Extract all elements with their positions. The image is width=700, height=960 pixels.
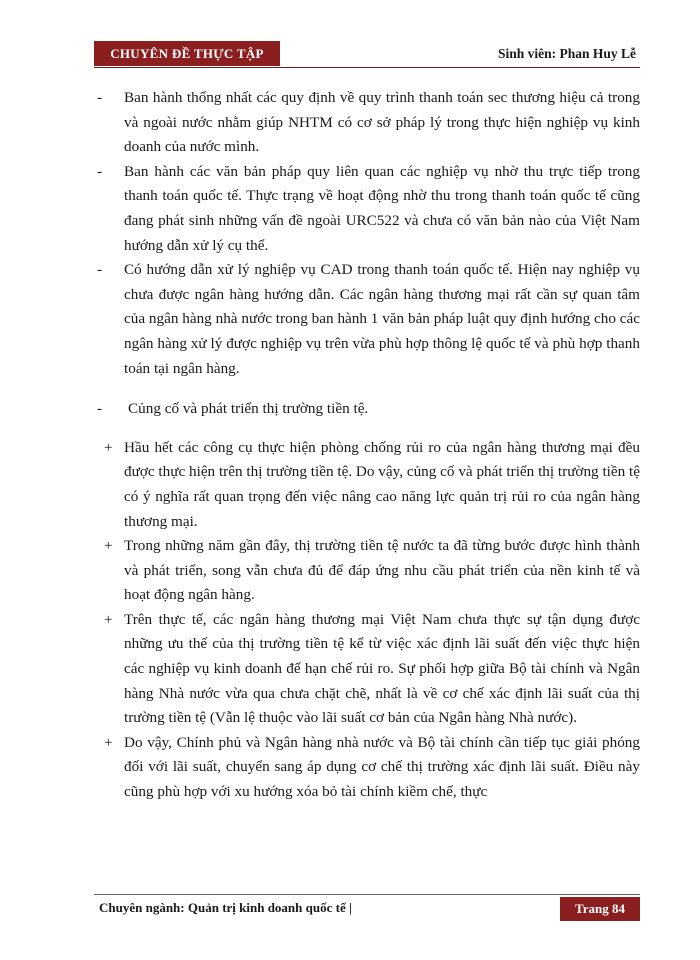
page-number: Trang 84 <box>560 897 640 921</box>
footer-divider <box>94 894 640 895</box>
list-item-text: Ban hành thống nhất các quy định về quy trình thanh toán sec thương hiệu cả trong và ngoài nước nhằm giúp NHTM có cơ sở pháp lý trong thực hiện nghiệp vụ kinh doanh của nước mình. <box>124 89 640 156</box>
list-marker: - <box>97 162 103 180</box>
list-item <box>94 160 640 258</box>
list-item-text: Hầu hết các công cụ thực hiện phòng chống rủi ro của ngân hàng thương mại đều được thực hiện trên thị trường tiền tệ. Do vậy, củng cố và phát triển thị trường tiền tệ có ý nghĩa rất quan trọng đến việc nâng cao năng lực quản trị rủi ro của ngân hàng thương mại. <box>124 438 640 530</box>
section-heading-text: Củng cố và phát triển thị trường tiền tệ. <box>128 400 369 418</box>
list-item-text: Ban hành các văn bản pháp quy liên quan các nghiệp vụ nhờ thu trực tiếp trong thanh toán quốc tế. Thực trạng về hoạt động nhờ thu trong thanh toán quốc tế cũng đang phát sinh những vấn đề ngoài URC522 và chưa có văn bản nào của Việt Nam hướng dẫn xử lý cụ thể. <box>124 162 640 254</box>
list-marker: + <box>104 537 113 555</box>
footer-major: Chuyên ngành: Quản trị kinh doanh quốc tế | <box>99 900 352 915</box>
list-marker: - <box>97 261 103 279</box>
document-type-label: CHUYÊN ĐỀ THỰC TẬP <box>94 41 280 66</box>
list-item-text: Trên thực tế, các ngân hàng thương mại Việt Nam chưa thực sự tận dụng được những ưu thế của thị trường tiền tệ kể từ việc xác định lãi suất đến việc thực hiện các nghiệp vụ kinh doanh để hạn chế rủi ro. Sự phối hợp giữa Bộ tài chính và Ngân hàng Nhà nước vừa qua chưa chặt chẽ, nhất là về cơ chế xác định lãi suất của thị trường tiền tệ (Vẫn lệ thuộc vào lãi suất cơ bản của Ngân hàng Nhà nước). <box>124 610 640 727</box>
list-marker: + <box>104 438 113 456</box>
list-marker: - <box>97 400 103 418</box>
list-item-text: Trong những năm gần đây, thị trường tiền tệ nước ta đã từng bước được hình thành và phát triển, song vẫn chưa đủ để đáp ứng nhu cầu phát triển của nền kinh tế và hoạt động ngân hàng. <box>124 537 640 604</box>
list-marker: - <box>97 89 103 106</box>
list-item-text: Có hướng dẫn xử lý nghiệp vụ CAD trong thanh toán quốc tế. Hiện nay nghiệp vụ chưa được ngân hàng hướng dẫn. Các ngân hàng thương mại rất cần sự quan tâm của ngân hàng nhà nước trong ban hành 1 văn bản pháp luật quy định hướng cho các ngân hàng xử lý được nghiệp vụ trên vừa phù hợp thông lệ quốc tế và phù hợp thanh toán tại ngân hàng. <box>124 261 640 377</box>
list-item <box>94 436 640 534</box>
list-item <box>94 86 640 160</box>
list-item <box>94 258 640 381</box>
list-item <box>94 608 640 731</box>
list-item-text: Do vậy, Chính phủ và Ngân hàng nhà nước và Bộ tài chính cần tiếp tục giải phóng đối với lãi suất, chuyển sang áp dụng cơ chế thị trường xác định lãi suất. Điều này cũng phù hợp với xu hướng xóa bỏ tài chính kiềm chế, thực <box>124 733 640 801</box>
list-marker: + <box>104 733 113 751</box>
page-body <box>94 86 640 805</box>
section-heading <box>94 397 640 422</box>
list-marker: + <box>104 610 113 628</box>
page-header <box>94 41 640 68</box>
student-name: Sinh viên: Phan Huy Lễ <box>497 46 636 61</box>
list-item <box>94 534 640 608</box>
list-item <box>94 731 640 805</box>
